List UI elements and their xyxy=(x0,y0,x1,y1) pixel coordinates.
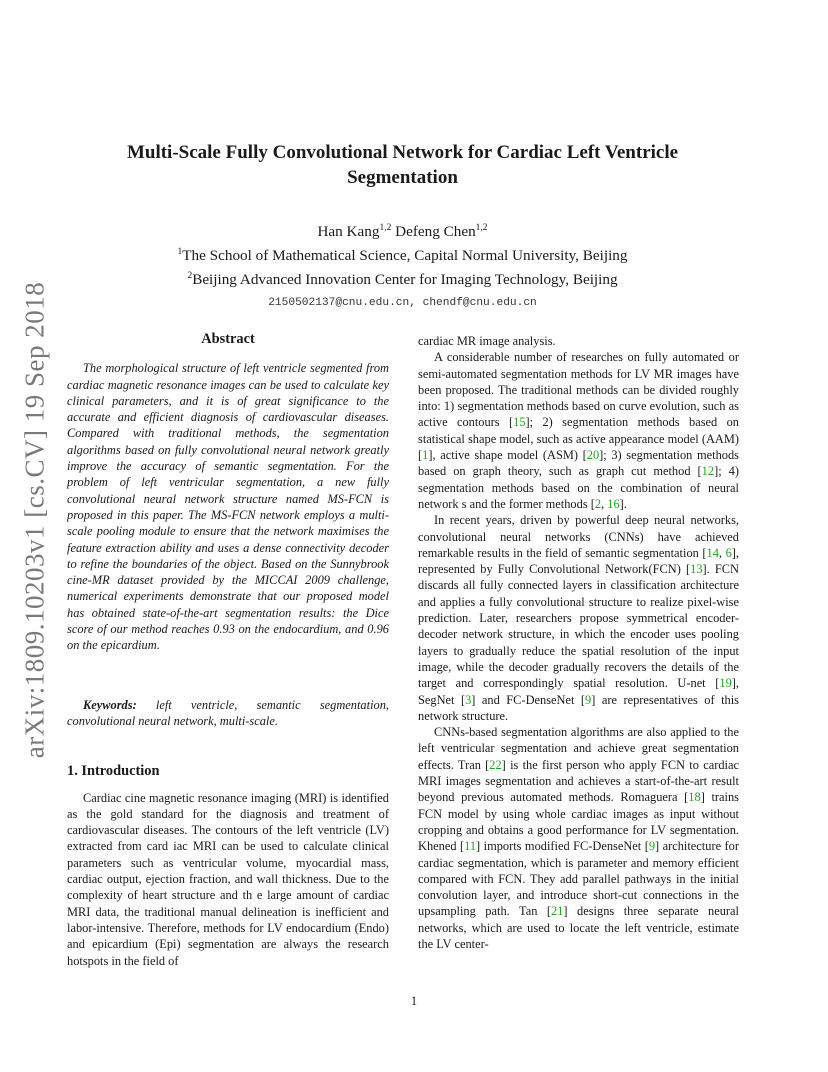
paragraph-text: ]; 3) segmentation methods based on graph theory, such as graph cut method [ xyxy=(418,448,739,479)
citation-link[interactable]: 16 xyxy=(607,496,620,511)
page-number: 1 xyxy=(410,994,418,1008)
citation-link[interactable]: 19 xyxy=(719,676,732,691)
citation-link[interactable]: 20 xyxy=(586,448,600,463)
paragraph-text: ], SegNet [ xyxy=(418,676,739,707)
intro-paragraph xyxy=(418,512,739,724)
affiliation-line xyxy=(110,242,695,266)
citation-link[interactable]: 12 xyxy=(701,464,715,479)
intro-paragraph-continued: cardiac MR image analysis. xyxy=(418,334,556,348)
paragraph-text: ], represented by Fully Convolutional Network(FCN) [ xyxy=(418,545,739,577)
citation-separator: , xyxy=(601,496,608,511)
arxiv-sidebar xyxy=(6,280,64,760)
citation-link[interactable]: 13 xyxy=(690,562,703,577)
paragraph-text: CNNs-based segmentation algorithms are also applied to the left ventricular segmentation and achieve great segmentation effects. Tran [ xyxy=(418,725,739,772)
paragraph-text: ] trains FCN model by using whole cardiac images as input without cropping and obtains a good performance for LV segmentation. Khened [ xyxy=(418,790,739,854)
affiliation-mark: 2 xyxy=(187,271,193,282)
paragraph-text: ]. xyxy=(619,496,627,511)
author-affiliation-mark: 1,2 xyxy=(379,223,392,233)
abstract-heading: Abstract xyxy=(201,331,255,347)
citation-link[interactable]: 18 xyxy=(688,790,701,805)
author-block xyxy=(110,218,695,314)
citation-link[interactable]: 21 xyxy=(551,904,564,919)
right-column xyxy=(418,333,739,952)
abstract-body: The morphological structure of left ventricle segmented from cardiac magnetic resonance images can be used to calculate key clinical parameters, and it is of great significance to the accurate and efficient diagnosis of cardiovascular diseases. Compared with traditional methods, the segmentation algorithms based on fully convolutional neural network greatly improve the accuracy of semantic segmentation. For the problem of left ventricular segmentation, a new fully convolutional neural network structure named MS-FCN is proposed in this paper. The MS-FCN network employs a multi-scale pooling module to ensure that the network maximises the feature extraction ability and uses a dense connectivity decoder to refine the boundaries of the object. Based on the Sunnybrook cine-MR dataset provided by the MICCAI 2009 challenge, numerical experiments demonstrate that our proposed model has obtained state-of-the-art segmentation results: the Dice score of our method reaches 0.93 on the endocardium, and 0.96 on the epicardium. xyxy=(67,361,389,653)
citation-link[interactable]: 11 xyxy=(464,839,477,854)
author-names xyxy=(110,218,695,242)
citation-link[interactable]: 15 xyxy=(513,415,526,430)
section-heading-introduction: 1. Introduction xyxy=(67,763,160,780)
affiliation-text: Beijing Advanced Innovation Center for Imaging Technology, Beijing xyxy=(192,271,618,289)
paragraph-text: In recent years, driven by powerful deep neural networks, convolutional neural networks (CNNs) have achieved remarkable results in the field of semantic segmentation [ xyxy=(418,513,739,560)
paper-title: Multi-Scale Fully Convolutional Network for Cardiac Left Ventricle Segmentation xyxy=(126,142,679,188)
citation-separator: , xyxy=(718,545,726,560)
paragraph-text: ] are representatives of this network structure. xyxy=(418,692,739,723)
paragraph-text: A considerable number of researches on fully automated or semi-automated segmentation methods for LV MR images have been proposed. The traditional methods can be divided roughly into: 1) segmentation methods based on curve evolution, such as active contours [ xyxy=(418,350,739,430)
affiliation-line xyxy=(110,266,695,290)
paragraph-text: ] architecture for cardiac segmentation, which is parameter and memory efficient compared with FCN. They add parallel pathways in the initial convolution layer, and introduce short-cut connections in the upsampling path. Tan [ xyxy=(418,839,739,919)
citation-link[interactable]: 22 xyxy=(489,757,502,772)
paragraph-text: ]; 2) segmentation methods based on statistical shape model, such as active appearance model (AAM) [ xyxy=(418,415,739,463)
author-name: Han Kang xyxy=(317,223,380,241)
paragraph-text: ], active shape model (ASM) [ xyxy=(428,448,587,463)
arxiv-identifier: arXiv:1809.10203v1 [cs.CV] 19 Sep 2018 xyxy=(19,281,50,759)
author-affiliation-mark: 1,2 xyxy=(475,223,488,233)
citation-link[interactable]: 2 xyxy=(594,496,602,511)
intro-paragraph xyxy=(418,349,739,512)
keywords xyxy=(67,697,389,730)
paragraph-text: ] designs three separate neural networks, which are used to locate the left ventricle, estimate the LV center- xyxy=(418,904,739,951)
paragraph-text: ] and FC-DenseNet [ xyxy=(471,692,586,707)
intro-paragraph: Cardiac cine magnetic resonance imaging (MRI) is identified as the gold standard for the diagnosis and treatment of cardiovascular diseases. The contours of the left ventricle (LV) extracted from card iac MRI can be used to calculate clinical parameters such as ventricular volume, myocardial mass, cardiac output, ejection fraction, and wall thickness. Due to the complexity of heart structure and th e large amount of cardiac MRI data, the traditional manual delineation is inefficient and labor-intensive. Therefore, methods for LV endocardium (Endo) and epicardium (Epi) segmentation are always the research hotspots in the field of xyxy=(67,790,389,968)
paragraph-text: ] is the first person who apply FCN to cardiac MRI images segmentation and achieves a start-of-the-art result beyond previous automated methods. Romaguera [ xyxy=(418,757,739,805)
left-column xyxy=(67,331,389,969)
paragraph-text: ]; 4) segmentation methods based on the combination of neural network s and the former methods [ xyxy=(418,464,739,511)
intro-paragraph xyxy=(418,724,739,952)
keywords-text: left ventricle, semantic segmentation, convolutional neural network, multi-scale. xyxy=(67,697,389,728)
keywords-label: Keywords: xyxy=(83,697,137,712)
paragraph-text: ]. FCN discards all fully connected layers in classification architecture and applies a fully convolutional structure to realize pixel-wise prediction. Later, researchers propose symmetrical encoder-decoder network structure, in which the encoder uses pooling layers to gradually reduce the spatial resolution of the input image, while the decoder gradually recovers the details of the target and correspondingly spatial resolution. U-net [ xyxy=(418,562,739,691)
citation-link[interactable]: 1 xyxy=(422,448,429,463)
author-emails: 2150502137@cnu.edu.cn, chendf@cnu.edu.cn xyxy=(268,297,537,310)
affiliation-mark: 1 xyxy=(177,247,183,258)
paragraph-text: ] imports modified FC-DenseNet [ xyxy=(476,839,649,854)
citation-link[interactable]: 6 xyxy=(725,545,732,560)
citation-link[interactable]: 14 xyxy=(706,545,719,560)
citation-link[interactable]: 9 xyxy=(648,839,656,854)
author-name: Defeng Chen xyxy=(395,223,476,241)
citation-link[interactable]: 3 xyxy=(465,692,472,707)
affiliation-text: The School of Mathematical Science, Capital Normal University, Beijing xyxy=(182,247,628,265)
citation-link[interactable]: 9 xyxy=(585,692,592,707)
